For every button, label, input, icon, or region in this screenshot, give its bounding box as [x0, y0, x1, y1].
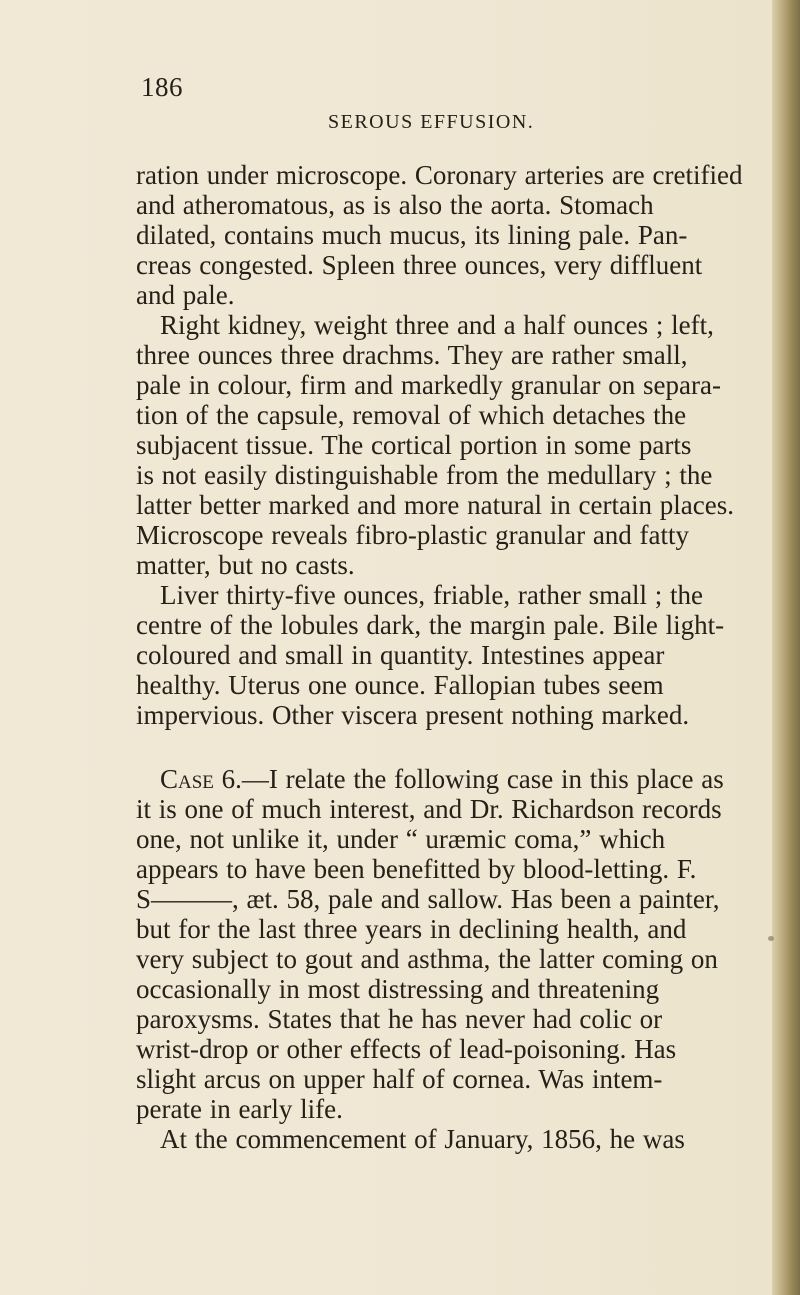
- text-line: dilated, contains much mucus, its lining pale. Pan-: [136, 220, 688, 250]
- text-line: and atheromatous, as is also the aorta. Stomach: [136, 190, 654, 220]
- text-line: Microscope reveals fibro-plastic granular and fatty: [136, 520, 690, 550]
- text-line: occasionally in most distressing and threatening: [136, 974, 660, 1004]
- text-line: very subject to gout and asthma, the latter coming on: [136, 944, 718, 974]
- paragraph-start: Right kidney, weight three and a half ounces ; left,: [160, 310, 714, 340]
- text-line: one, not unlike it, under “ uræmic coma,” which: [136, 824, 666, 854]
- text-line: wrist-drop or other effects of lead-poisoning. Has: [136, 1034, 677, 1064]
- paragraph-start: At the commencement of January, 1856, he was: [160, 1124, 685, 1154]
- text-line: matter, but no casts.: [136, 550, 355, 580]
- text-line: appears to have been benefitted by blood-letting. F.: [136, 854, 697, 884]
- text-line: centre of the lobules dark, the margin pale. Bile light-: [136, 610, 725, 640]
- text-line: subjacent tissue. The cortical portion in some parts: [136, 430, 692, 460]
- text-line: healthy. Uterus one ounce. Fallopian tubes seem: [136, 670, 664, 700]
- text-line: perate in early life.: [136, 1094, 343, 1124]
- text-line: slight arcus on upper half of cornea. Was intem-: [136, 1064, 663, 1094]
- text-line: but for the last three years in declining health, and: [136, 914, 687, 944]
- text-line: three ounces three drachms. They are rather small,: [136, 340, 688, 370]
- running-head: SEROUS EFFUSION.: [328, 111, 535, 133]
- text-line: coloured and small in quantity. Intestines appear: [136, 640, 665, 670]
- paragraph-start: Liver thirty-five ounces, friable, rather small ; the: [160, 580, 704, 610]
- page-number: 186: [141, 72, 183, 102]
- text-line: ration under microscope. Coronary arteries are cretified: [136, 160, 743, 190]
- text-line: latter better marked and more natural in certain places.: [136, 490, 734, 520]
- text-line: impervious. Other viscera present nothing marked.: [136, 700, 690, 730]
- text-line: S———, æt. 58, pale and sallow. Has been a painter,: [136, 884, 720, 914]
- text-line: is not easily distinguishable from the medullary ; the: [136, 460, 713, 490]
- case-heading-line: Case 6.—I relate the following case in this place as: [160, 764, 724, 794]
- text-line: it is one of much interest, and Dr. Richardson records: [136, 794, 722, 824]
- text-line: creas congested. Spleen three ounces, very diffluent: [136, 250, 703, 280]
- case-label: Case: [160, 764, 214, 794]
- text-line: pale in colour, firm and markedly granular on separa-: [136, 370, 721, 400]
- text-line: and pale.: [136, 280, 235, 310]
- text-line: paroxysms. States that he has never had colic or: [136, 1004, 663, 1034]
- ink-speck: [768, 936, 774, 941]
- text-line: tion of the capsule, removal of which detaches the: [136, 400, 687, 430]
- page-edge-shadow: [772, 0, 800, 1295]
